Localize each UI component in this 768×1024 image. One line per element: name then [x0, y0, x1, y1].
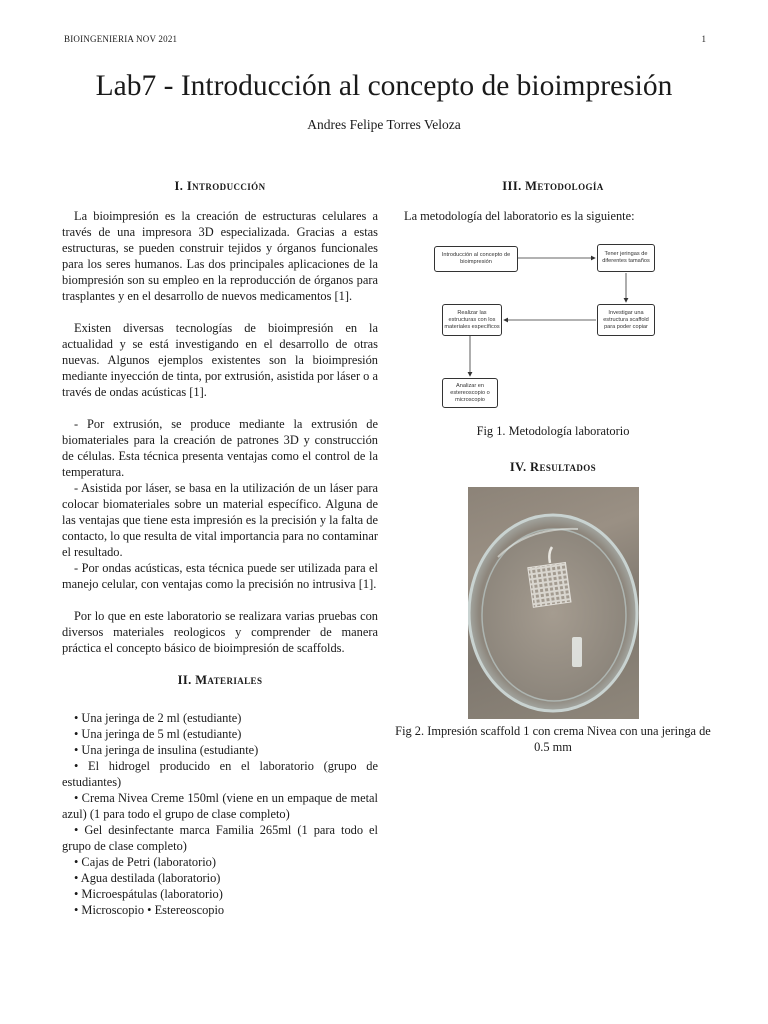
section-heading-materiales: II. Materiales	[177, 673, 263, 687]
section-heading-metodologia: III. Metodología	[502, 179, 604, 193]
author-name: Andres Felipe Torres Veloza	[307, 117, 461, 132]
section-heading-resultados: IV. Resultados	[509, 460, 597, 474]
list-item: • El hidrogel producido en el laboratorio (grupo de estudiantes)	[62, 759, 378, 789]
right-column	[392, 178, 714, 755]
list-item: • Cajas de Petri (laboratorio)	[74, 855, 216, 869]
paper-title: Lab7 - Introducción al concepto de bioimpresión	[95, 70, 673, 102]
materials-list	[62, 710, 378, 918]
intro-paragraph-acoustic: - Por ondas acústicas, esta técnica puede ser utilizada para el manejo celular, con ventajas como la precisión no intrusiva [1].	[62, 561, 378, 591]
reflection	[572, 637, 582, 667]
scaffold-grid	[527, 562, 570, 607]
section-heading-introduccion: I. Introducción	[174, 179, 266, 193]
flow-box-analizar: Analizar en estereoscopio o microscopio	[442, 378, 498, 408]
page-number: 1	[701, 34, 706, 44]
petri-dish-image	[468, 487, 639, 719]
flow-box-investigar: Investigar una estructura scaffold para poder copiar	[597, 304, 655, 336]
list-item: • Una jeringa de insulina (estudiante)	[74, 743, 259, 757]
petri-dish-outer	[469, 515, 637, 711]
left-column	[62, 178, 378, 918]
list-item: • Agua destilada (laboratorio)	[74, 871, 221, 885]
flow-box-introduccion: Introducción al concepto de bioimpresión	[434, 246, 518, 272]
methodology-intro: La metodología del laboratorio es la siguiente:	[404, 209, 635, 223]
scaffold-photo	[468, 487, 639, 719]
flow-box-jeringas: Tener jeringas de diferentes tamaños	[597, 244, 655, 272]
intro-paragraph-1: La bioimpresión es la creación de estructuras celulares a través de una impresora 3D especializada. Gracias a estas estructuras, se pueden construir tejidos y órganos funcionales para los seres humanos. Las dos principales aplicaciones de la biompresión son su empleo en la reproducción de órganos para trasplantes y en el desarrollo de nuevos medicamentos [1].	[62, 209, 378, 303]
intro-paragraph-extrusion: - Por extrusión, se produce mediante la extrusión de biomateriales para la creación de patrones 3D y construcción de células. Esta técnica presenta ventajas como el control de la temperatura.	[62, 417, 378, 479]
list-item: • Crema Nivea Creme 150ml (viene en un empaque de metal azul) (1 para todo el grupo de clase completo)	[62, 791, 378, 821]
figure-1-caption: Fig 1. Metodología laboratorio	[476, 424, 630, 438]
flow-box-realizar: Realizar las estructuras con los materiales específicos	[442, 304, 502, 336]
intro-paragraph-2: Existen diversas tecnologías de bioimpresión en la actualidad y se está investigando en el desarrollo de otras nuevas. Algunos ejemplos existentes son la bioimpresión mediante inyección de tinta, por extrusión, asistida por láser o a través de ondas acústicas [1].	[62, 321, 378, 399]
list-item: • Una jeringa de 2 ml (estudiante)	[74, 711, 242, 725]
methodology-flow-diagram	[392, 230, 714, 420]
list-item: • Gel desinfectante marca Familia 265ml (1 para todo el grupo de clase completo)	[62, 823, 378, 853]
figure-2-caption: Fig 2. Impresión scaffold 1 con crema Nivea con una jeringa de 0.5 mm	[395, 724, 711, 754]
list-item: • Una jeringa de 5 ml (estudiante)	[74, 727, 242, 741]
intro-paragraph-closing: Por lo que en este laboratorio se realizara varias pruebas con diversos materiales reologicos y comprender de manera práctica el concepto básico de bioimpresión de scaffolds.	[62, 609, 378, 655]
running-header: BIOINGENIERIA NOV 2021	[64, 34, 178, 44]
list-item: • Microscopio • Estereoscopio	[74, 903, 225, 917]
list-item: • Microespátulas (laboratorio)	[74, 887, 223, 901]
intro-paragraph-laser: - Asistida por láser, se basa en la utilización de un láser para colocar biomateriales sobre un material específico. Alguna de las ventajas que tiene esta impresión es la precisión y la falta de contacto, lo que resulta de vital importancia para no contaminar el resultado.	[62, 481, 378, 559]
